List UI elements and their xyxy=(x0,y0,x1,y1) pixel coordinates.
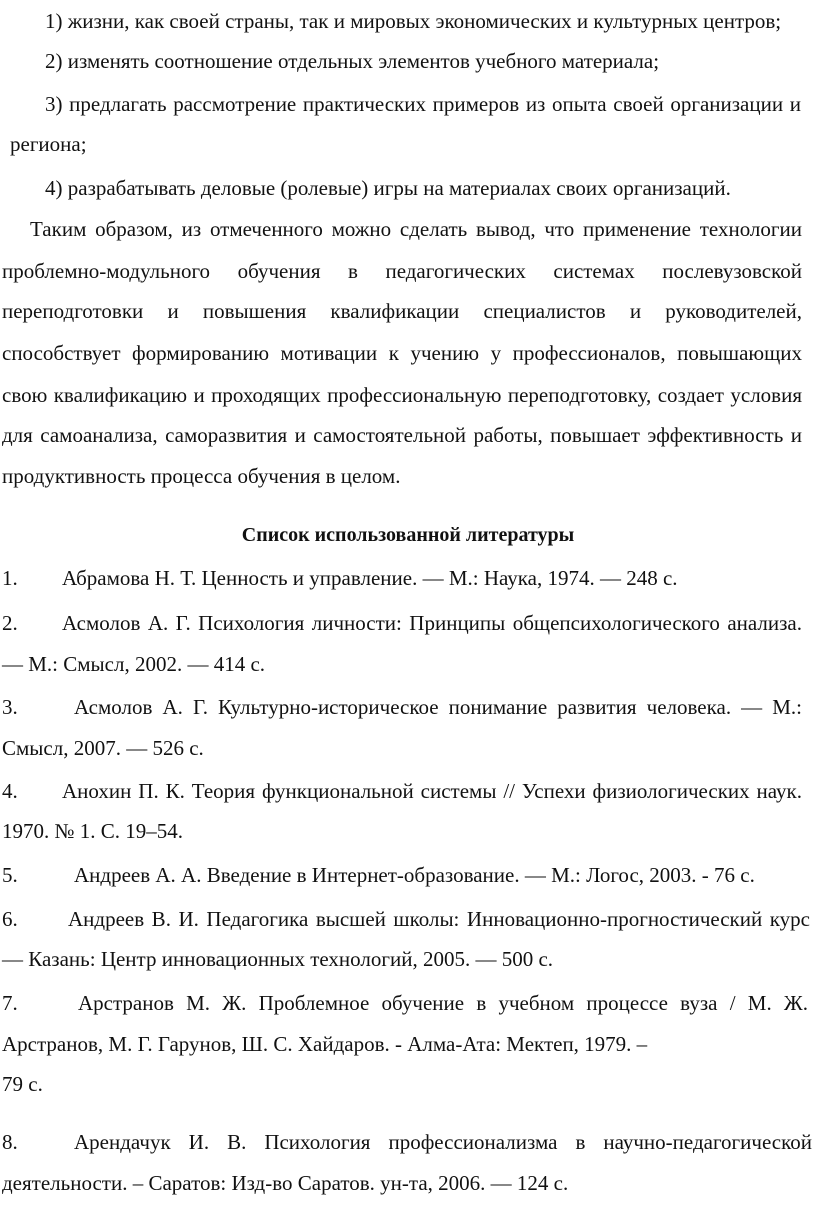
reference-number: 2. xyxy=(2,611,18,635)
reference-text: Анохин П. К. Теория функциональной системы // Успехи физиологических наук. xyxy=(62,779,802,803)
list-item: 3) предлагать рассмотрение практических примеров из опыта своей организации и xyxy=(45,92,801,116)
references-heading: Список использованной литературы xyxy=(241,524,575,546)
reference-text: Арстранов, М. Г. Гарунов, Ш. С. Хайдаров. - Алма-Ата: Мектеп, 1979. – xyxy=(2,1032,648,1056)
list-item-continuation: региона; xyxy=(10,132,87,156)
paragraph-line: для самоанализа, саморазвития и самостоятельной работы, повышает эффективность и xyxy=(2,423,802,447)
reference-number: 6. xyxy=(2,907,18,931)
reference-number: 1. xyxy=(2,566,18,590)
paragraph-line: Таким образом, из отмеченного можно сделать вывод, что применение технологии xyxy=(30,217,802,241)
paragraph-line: способствует формированию мотивации к учению у профессионалов, повышающих xyxy=(2,341,802,365)
reference-text: деятельности. – Саратов: Изд-во Саратов. ун-та, 2006. — 124 с. xyxy=(2,1171,569,1195)
reference-text: Абрамова Н. Т. Ценность и управление. — М.: Наука, 1974. — 248 с. xyxy=(62,566,678,590)
reference-text: — Казань: Центр инновационных технологий, 2005. — 500 с. xyxy=(2,947,554,971)
reference-number: 5. xyxy=(2,863,18,887)
paragraph-line: переподготовки и повышения квалификации специалистов и руководителей, xyxy=(2,299,802,323)
paragraph-line: продуктивность процесса обучения в целом. xyxy=(2,464,401,488)
list-item: 1) жизни, как своей страны, так и мировых экономических и культурных центров; xyxy=(45,9,782,33)
reference-text: 79 с. xyxy=(2,1072,43,1096)
reference-text: Андреев А. А. Введение в Интернет-образование. — М.: Логос, 2003. - 76 с. xyxy=(74,863,755,887)
reference-text: Арстранов М. Ж. Проблемное обучение в учебном процессе вуза / М. Ж. xyxy=(78,991,808,1015)
reference-text: Арендачук И. В. Психология профессионализма в научно-педагогической xyxy=(74,1130,812,1154)
paragraph-line: свою квалификацию и проходящих профессиональную переподготовку, создает условия xyxy=(2,383,802,407)
reference-text: Андреев В. И. Педагогика высшей школы: Инновационно-прогностический курс xyxy=(68,907,810,931)
reference-number: 7. xyxy=(2,991,18,1015)
reference-number: 3. xyxy=(2,695,18,719)
reference-text: 1970. № 1. С. 19–54. xyxy=(2,819,184,843)
reference-text: Асмолов А. Г. Культурно-историческое понимание развития человека. — М.: xyxy=(74,695,802,719)
list-item: 2) изменять соотношение отдельных элементов учебного материала; xyxy=(45,49,660,73)
reference-text: Смысл, 2007. — 526 с. xyxy=(2,736,204,760)
reference-number: 4. xyxy=(2,779,18,803)
reference-number: 8. xyxy=(2,1130,18,1154)
reference-text: Асмолов А. Г. Психология личности: Принципы общепсихологического анализа. xyxy=(62,611,802,635)
reference-text: — М.: Смысл, 2002. — 414 с. xyxy=(2,652,266,676)
paragraph-line: проблемно-модульного обучения в педагогических системах послевузовской xyxy=(2,259,802,283)
list-item: 4) разрабатывать деловые (ролевые) игры на материалах своих организаций. xyxy=(45,176,731,200)
